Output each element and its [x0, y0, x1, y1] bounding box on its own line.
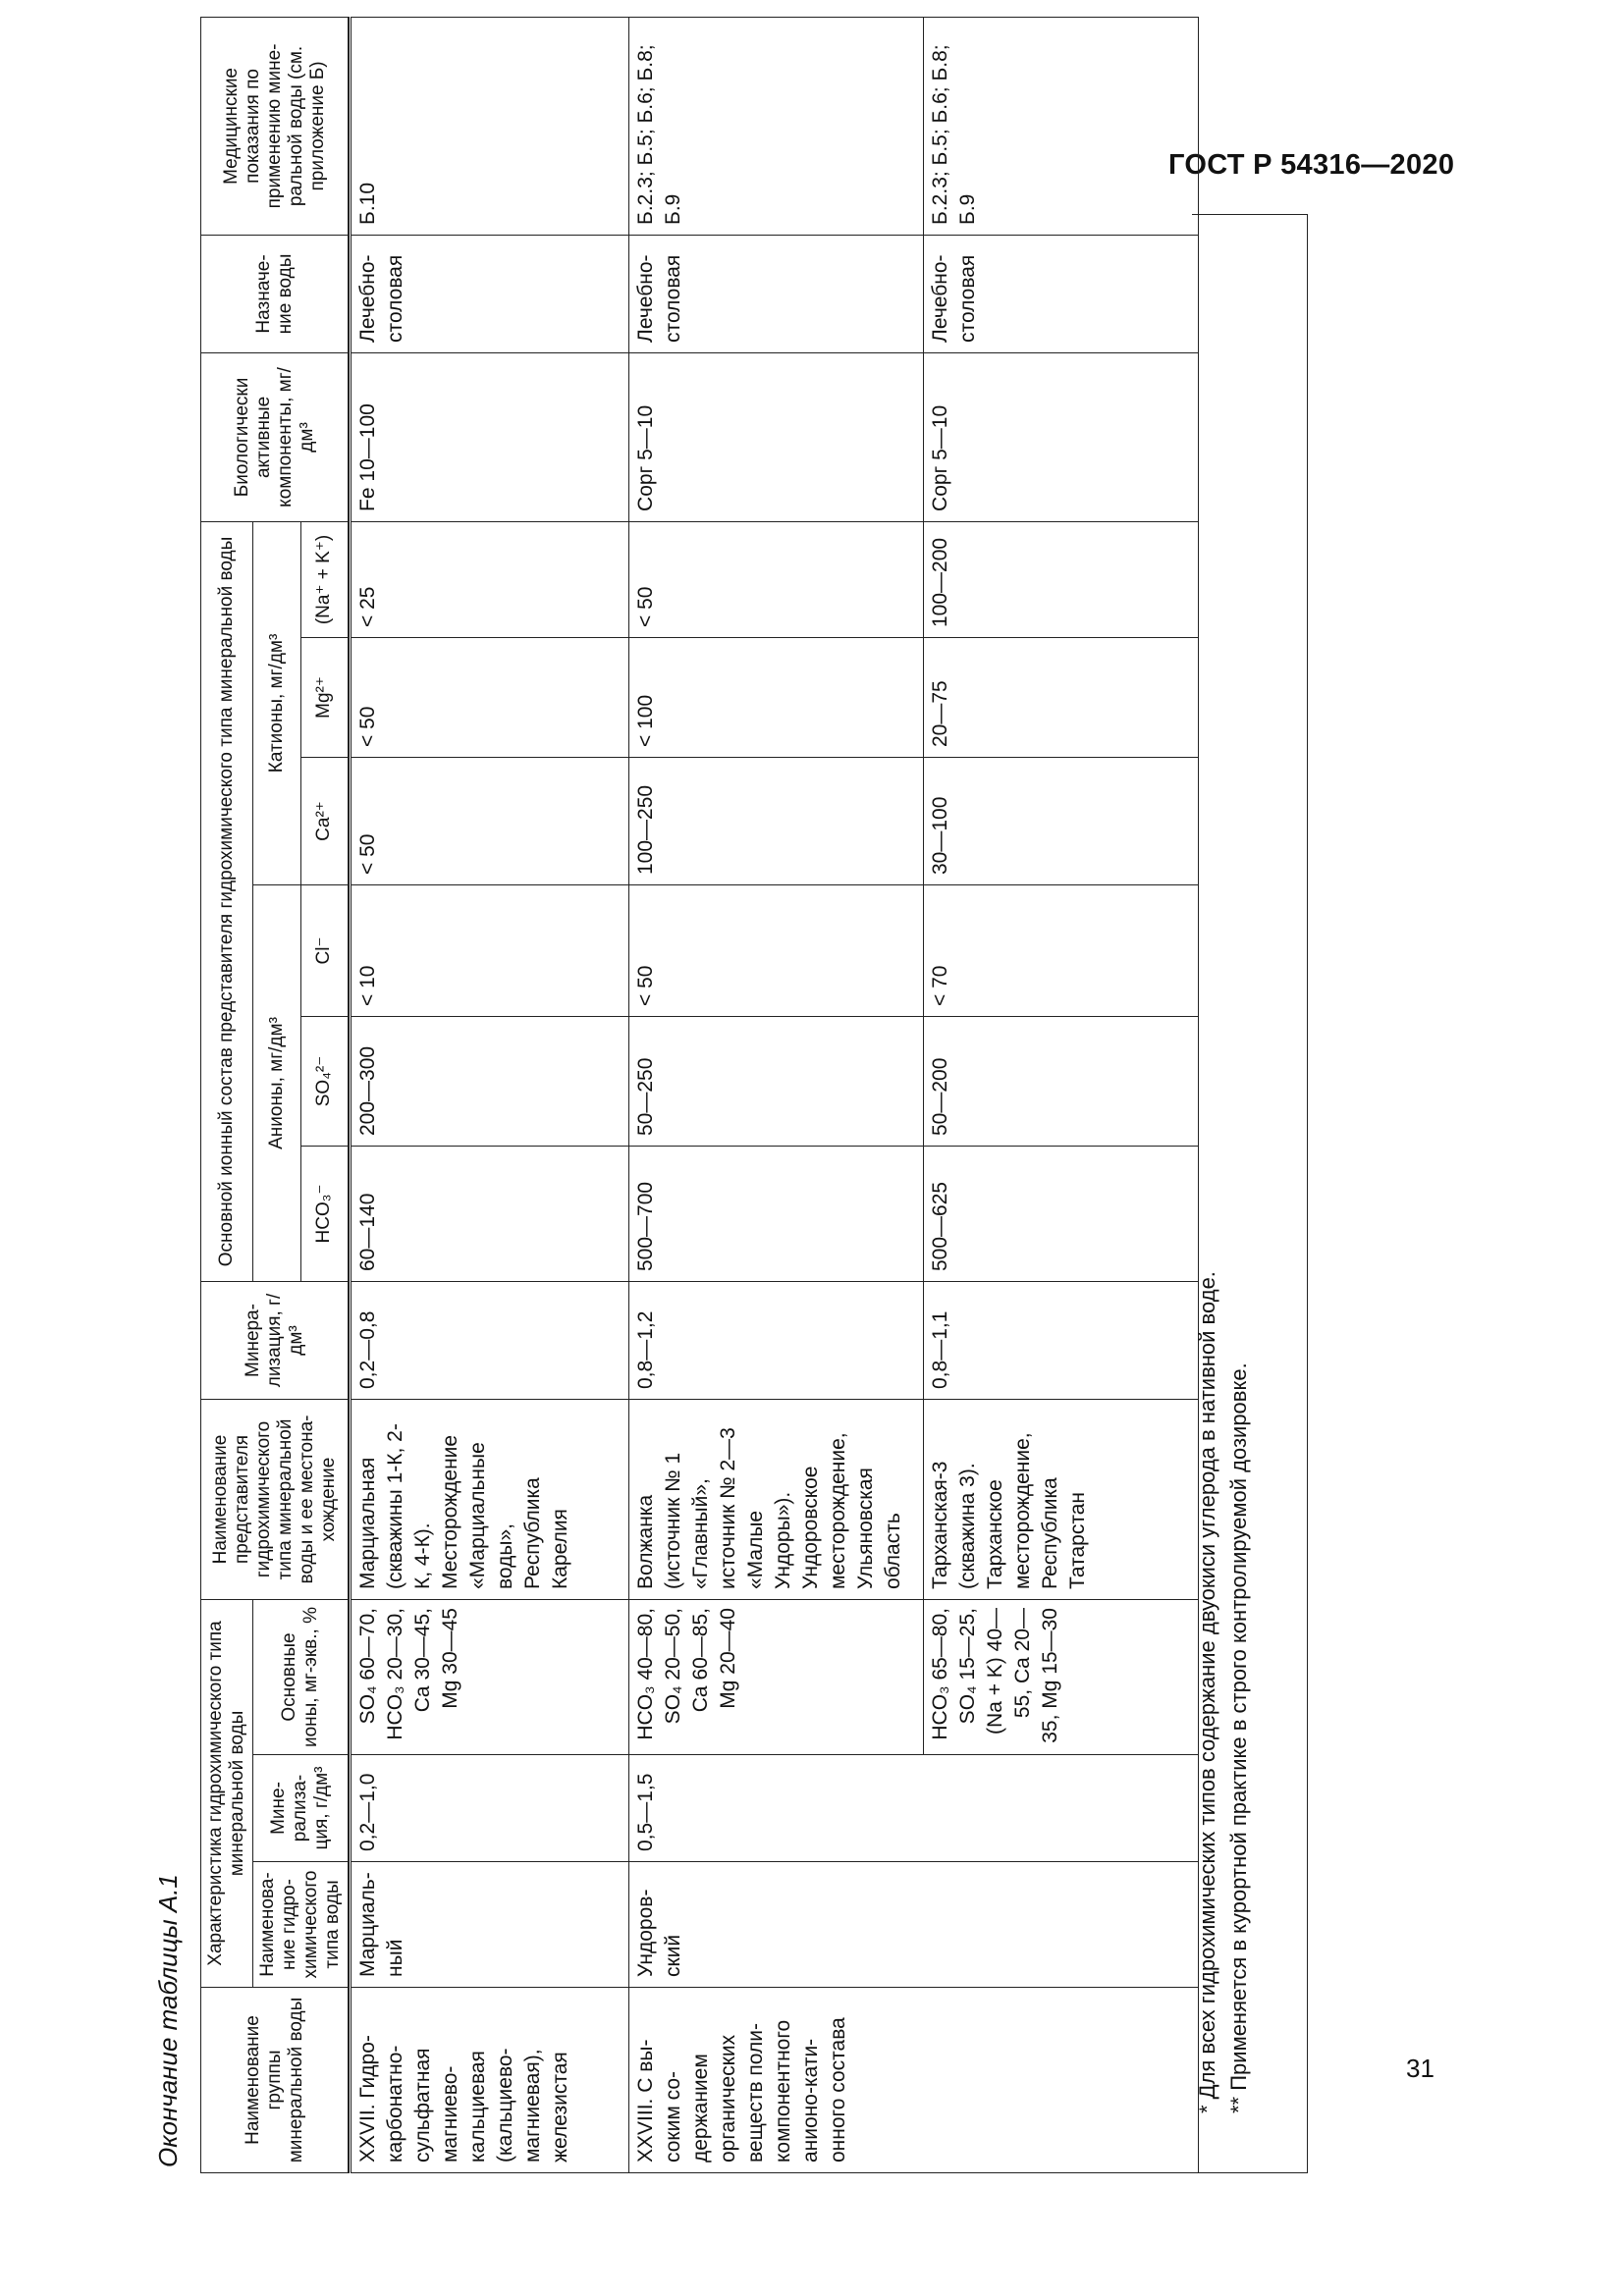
cell-rep-mineralization: 0,8—1,1 [924, 1282, 1199, 1400]
header-group: Наименование группы минеральной воды [201, 1988, 349, 2173]
header-ionic-composition: Основной ионный состав представителя гидрохимического типа минеральной воды [201, 521, 253, 1281]
table-caption: Окончание таблицы А.1 [153, 1874, 183, 2167]
table-footnotes [1192, 214, 1308, 2173]
cell-purpose: Лечебно-столовая [924, 235, 1199, 352]
header-rep-mineralization: Минера-лизация, г/дм³ [201, 1282, 349, 1400]
header-cl: Cl⁻ [300, 885, 349, 1017]
header-ca: Ca²⁺ [300, 758, 349, 885]
cell-mg: < 100 [629, 638, 924, 758]
cell-group: XXVIII. С вы-соким со-держанием органических веществ поли-компонентного анионо-кати-онного состава [629, 1988, 924, 2173]
cell-mg: < 50 [351, 638, 629, 758]
cell-rep-mineralization: 0,2—0,8 [351, 1282, 629, 1400]
header-indications: Медицинские показания по применению мине-ральной воды (см. приложение Б) [201, 17, 349, 235]
cell-indications: Б.2.3; Б.5; Б.6; Б.8; Б.9 [924, 17, 1199, 235]
header-hco3: HCO₃⁻ [300, 1147, 349, 1282]
cell-type-mineralization: 0,2—1,0 [351, 1755, 629, 1862]
header-representative: Наименование представителя гидрохимического типа минеральной воды и ее местона-хождение [201, 1400, 349, 1600]
cell-purpose: Лечебно-столовая [629, 235, 924, 352]
cell-rep-mineralization: 0,8—1,2 [629, 1282, 924, 1400]
footnote-1: * Для всех гидрохимических типов содержание двуокиси углерода в нативной воде. [1195, 1271, 1219, 2113]
standard-number: ГОСТ Р 54316—2020 [1168, 149, 1455, 181]
footnote-2: ** Применяется в курортной практике в строго контролируемой дозировке. [1226, 1362, 1251, 2113]
cell-mg: 20—75 [924, 638, 1199, 758]
cell-so4: 50—250 [629, 1017, 924, 1147]
cell-indications: Б.10 [351, 17, 629, 235]
header-cations: Катионы, мг/дм³ [253, 521, 301, 884]
header-purpose: Назначе-ние воды [201, 235, 349, 352]
page-number: 31 [1406, 2054, 1435, 2083]
cell-representative: Волжанка (источник № 1 «Главный», источник № 2—3 «Малые Ундоры»). Ундоровское месторождение, Ульяновская область [629, 1400, 924, 1600]
cell-indications: Б.2.3; Б.5; Б.6; Б.8; Б.9 [629, 17, 924, 235]
rotated-table-block [153, 43, 1308, 2173]
cell-group [924, 1988, 1199, 2173]
cell-cl: < 50 [629, 885, 924, 1017]
cell-representative: Марциальная (скважины 1-К, 2-К, 4-К). Месторождение «Марциальные воды», Республика Карелия [351, 1400, 629, 1600]
cell-type-name [924, 1862, 1199, 1988]
header-bio-components: Биологически активные компоненты, мг/дм³ [201, 352, 349, 521]
cell-nak: < 50 [629, 521, 924, 637]
cell-so4: 50—200 [924, 1017, 1199, 1147]
cell-type-name: Ундоров-ский [629, 1862, 924, 1988]
cell-main-ions: HCO₃ 65—80, SO₄ 15—25, (Na + K) 40—55, Ca 20—35, Mg 15—30 [924, 1600, 1199, 1755]
cell-purpose: Лечебно-столовая [351, 235, 629, 352]
cell-ca: < 50 [351, 758, 629, 885]
cell-ca: 30—100 [924, 758, 1199, 885]
header-characteristic: Характеристика гидрохимического типа минеральной воды [201, 1600, 253, 1988]
cell-ca: 100—250 [629, 758, 924, 885]
cell-bio: Fe 10—100 [351, 352, 629, 521]
cell-main-ions: SO₄ 60—70, HCO₃ 20—30, Ca 30—45, Mg 30—45 [351, 1600, 629, 1755]
cell-hco3: 60—140 [351, 1147, 629, 1282]
cell-hco3: 500—625 [924, 1147, 1199, 1282]
cell-nak: 100—200 [924, 521, 1199, 637]
cell-representative: Тарханская-3 (скважина 3). Тарханское месторождение, Республика Татарстан [924, 1400, 1199, 1600]
mineral-water-table [200, 17, 1199, 2173]
table-row [924, 17, 1199, 2172]
header-anions: Анионы, мг/дм³ [253, 885, 301, 1282]
cell-nak: < 25 [351, 521, 629, 637]
cell-type-name: Марциаль-ный [351, 1862, 629, 1988]
cell-bio: Cорг 5—10 [629, 352, 924, 521]
cell-cl: < 10 [351, 885, 629, 1017]
header-so4: SO₄²⁻ [300, 1017, 349, 1147]
table-row [629, 17, 924, 2172]
cell-main-ions: HCO₃ 40—80, SO₄ 20—50, Ca 60—85, Mg 20—40 [629, 1600, 924, 1755]
cell-so4: 200—300 [351, 1017, 629, 1147]
cell-cl: < 70 [924, 885, 1199, 1017]
cell-hco3: 500—700 [629, 1147, 924, 1282]
header-type-name: Наименова-ние гидро-химического типа воды [253, 1862, 349, 1988]
cell-bio: Cорг 5—10 [924, 352, 1199, 521]
header-main-ions: Основные ионы, мг-экв., % [253, 1600, 349, 1755]
cell-group: XXVII. Гидро-карбонатно-сульфатная магниево-кальциевая (кальциево-магниевая), железистая [351, 1988, 629, 2173]
header-mg: Mg²⁺ [300, 638, 349, 758]
cell-type-mineralization: 0,5—1,5 [629, 1755, 924, 1862]
header-type-mineralization: Мине-рализа-ция, г/дм³ [253, 1755, 349, 1862]
table-row [351, 17, 629, 2172]
cell-type-mineralization [924, 1755, 1199, 1862]
header-nak: (Na⁺ + K⁺) [300, 521, 349, 637]
